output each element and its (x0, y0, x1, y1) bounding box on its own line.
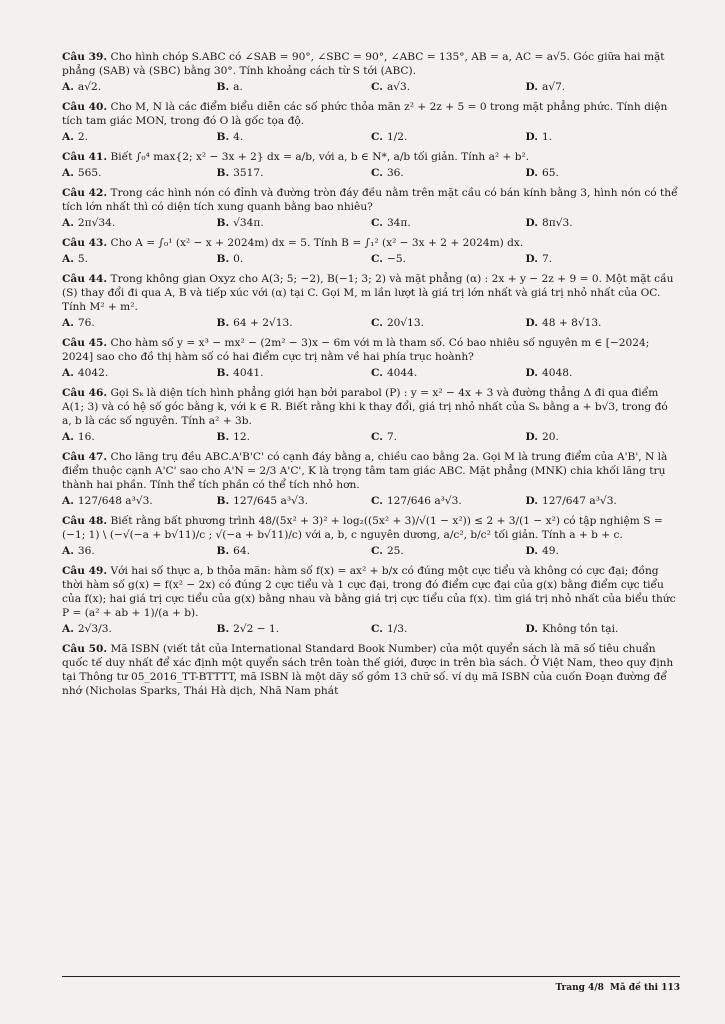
answer-options (62, 80, 680, 94)
option-letter: C. (371, 131, 383, 143)
answer-option (62, 430, 217, 444)
option-value: 48 + 8√13. (542, 317, 602, 329)
option-letter: A. (62, 253, 74, 265)
answer-options (62, 252, 680, 266)
answer-option (526, 430, 681, 444)
option-value: 36. (77, 545, 95, 557)
question-45 (62, 336, 680, 380)
question-stem (62, 386, 680, 428)
question-text: Mã ISBN (viết tắt của International Standard Book Number) của một quyển sách là mã số tiêu chuẩn quốc tế duy nhất để xác định một quyển sách trên toàn thế giới, được in trên bìa sách. Ở Việt Nam, theo quy định tại Thông tư 05_2016_TT-BTTTT, mã ISBN là một dãy số gồm 13 chữ số. ví dụ mã ISBN của cuốn Đoạn đường để nhớ (Nicholas Sparks, Thái Hà dịch, Nhã Nam phát (62, 643, 674, 697)
option-value: 64 + 2√13. (233, 317, 293, 329)
option-letter: C. (371, 167, 383, 179)
question-text: Biết ∫₀⁴ max{2; x² − 3x + 2} dx = a/b, với a, b ∈ N*, a/b tối giản. Tính a² + b². (110, 151, 530, 163)
question-label: Câu 46. (62, 387, 108, 399)
option-letter: C. (371, 317, 383, 329)
question-stem (62, 236, 680, 250)
answer-option (371, 366, 526, 380)
answer-option (526, 366, 681, 380)
question-stem (62, 564, 680, 620)
answer-option (217, 216, 372, 230)
option-letter: A. (62, 495, 74, 507)
question-50 (62, 642, 680, 698)
option-value: 12. (233, 431, 251, 443)
option-value: 2π√34. (77, 217, 116, 229)
question-43 (62, 236, 680, 266)
option-letter: A. (62, 367, 74, 379)
answer-options (62, 494, 680, 508)
option-letter: D. (525, 545, 538, 557)
option-value: 20. (542, 431, 559, 443)
question-label: Câu 45. (62, 337, 108, 349)
answer-option (526, 252, 681, 266)
question-stem (62, 186, 680, 214)
option-letter: A. (62, 431, 74, 443)
option-letter: D. (525, 81, 538, 93)
answer-option (217, 366, 372, 380)
option-value: 7. (542, 253, 553, 265)
answer-options (62, 166, 680, 180)
option-value: 1/3. (386, 623, 408, 635)
option-value: 1/2. (386, 131, 408, 143)
question-text: Biết rằng bất phương trình 48/(5x² + 3)² + log₂((5x² + 3)/√(1 − x²)) ≤ 2 + 3/(1 − x²) có tập nghiệm S = (−1; 1) \ (−√(−a + b√11)/c ; √(−a + b√11)/c) với a, b, c nguyên dương, a/c², b/c² tối giản. Tính a + b + c. (62, 515, 663, 541)
footer-divider (62, 976, 680, 977)
option-letter: D. (525, 253, 538, 265)
option-value: 4. (233, 131, 244, 143)
answer-options (62, 316, 680, 330)
question-text: Cho A = ∫₀¹ (x² − x + 2024m) dx = 5. Tính B = ∫₁² (x² − 3x + 2 + 2024m) dx. (110, 237, 524, 249)
answer-option (62, 166, 217, 180)
option-letter: C. (371, 545, 383, 557)
option-letter: D. (525, 623, 538, 635)
option-letter: D. (525, 367, 538, 379)
answer-options (62, 216, 680, 230)
option-letter: C. (371, 253, 383, 265)
option-letter: C. (371, 623, 383, 635)
answer-option (62, 622, 217, 636)
option-value: 565. (77, 167, 102, 179)
answer-option (526, 80, 681, 94)
option-value: √34π. (233, 217, 264, 229)
question-label: Câu 44. (62, 273, 108, 285)
option-value: 4044. (386, 367, 418, 379)
option-letter: B. (216, 167, 230, 179)
option-value: 4041. (233, 367, 264, 379)
question-label: Câu 47. (62, 451, 108, 463)
question-stem (62, 150, 680, 164)
answer-option (217, 130, 372, 144)
option-value: 16. (77, 431, 95, 443)
page-footer (555, 983, 680, 993)
option-value: 36. (386, 167, 404, 179)
option-letter: B. (216, 545, 230, 557)
option-letter: D. (525, 167, 538, 179)
answer-options (62, 366, 680, 380)
option-value: 7. (386, 431, 398, 443)
question-40 (62, 100, 680, 144)
option-letter: D. (525, 217, 538, 229)
question-text: Trong không gian Oxyz cho A(3; 5; −2), B(−1; 3; 2) và mặt phẳng (α) : 2x + y − 2z + 9 = 0. Một mặt cầu (S) thay đổi đi qua A, B và tiếp xúc với (α) tại C. Gọi M, m lần lượt là giá trị lớn nhất và giá trị nhỏ nhất của OC. Tính M² + m². (62, 273, 674, 313)
answer-option (217, 252, 372, 266)
question-label: Câu 42. (62, 187, 108, 199)
answer-option (217, 80, 372, 94)
answer-options (62, 130, 680, 144)
option-value: a√2. (77, 81, 102, 93)
option-value: 34π. (386, 217, 411, 229)
question-text: Gọi Sₖ là diện tích hình phẳng giới hạn bởi parabol (P) : y = x² − 4x + 3 và đường thẳng Δ đi qua điểm A(1; 3) và có hệ số góc bằng k, với k ∈ R. Biết rằng khi k thay đổi, giá trị nhỏ nhất của Sₖ bằng a + b√3, trong đó a, b là các số nguyên. Tính a² + 3b. (62, 387, 668, 427)
answer-option (526, 544, 681, 558)
option-letter: B. (216, 131, 230, 143)
answer-option (217, 316, 372, 330)
question-label: Câu 43. (62, 237, 108, 249)
exam-page (62, 50, 680, 704)
option-value: 20√13. (386, 317, 425, 329)
answer-option (62, 366, 217, 380)
option-value: 4048. (542, 367, 573, 379)
answer-option (526, 622, 681, 636)
option-value: 76. (77, 317, 95, 329)
answer-options (62, 544, 680, 558)
option-value: 3517. (233, 167, 264, 179)
question-39 (62, 50, 680, 94)
question-41 (62, 150, 680, 180)
answer-option (371, 130, 526, 144)
option-letter: C. (371, 431, 383, 443)
option-value: 127/648 a³√3. (77, 495, 153, 507)
answer-option (62, 494, 217, 508)
option-letter: C. (371, 495, 383, 507)
answer-option (62, 252, 217, 266)
option-letter: A. (62, 217, 74, 229)
option-letter: A. (62, 131, 74, 143)
option-value: 5. (77, 253, 89, 265)
option-value: a√3. (386, 81, 411, 93)
question-stem (62, 336, 680, 364)
option-letter: D. (525, 495, 538, 507)
answer-option (526, 316, 681, 330)
option-value: 49. (542, 545, 559, 557)
option-letter: B. (216, 317, 230, 329)
option-value: 4042. (77, 367, 109, 379)
option-value: 2√2 − 1. (233, 623, 280, 635)
option-letter: C. (371, 217, 383, 229)
option-letter: B. (216, 81, 230, 93)
option-value: 25. (386, 545, 404, 557)
option-letter: B. (216, 431, 230, 443)
option-letter: B. (216, 253, 230, 265)
question-49 (62, 564, 680, 636)
question-stem (62, 450, 680, 492)
question-44 (62, 272, 680, 330)
answer-option (217, 166, 372, 180)
option-value: a. (233, 81, 243, 93)
question-label: Câu 39. (62, 51, 108, 63)
answer-option (526, 216, 681, 230)
question-text: Cho M, N là các điểm biểu diễn các số phức thỏa mãn z² + 2z + 5 = 0 trong mặt phẳng phức. Tính diện tích tam giác MON, trong đó O là gốc tọa độ. (62, 101, 668, 127)
question-label: Câu 50. (62, 643, 108, 655)
answer-option (62, 544, 217, 558)
option-value: 64. (233, 545, 251, 557)
option-letter: C. (371, 81, 383, 93)
answer-option (371, 216, 526, 230)
question-label: Câu 49. (62, 565, 108, 577)
answer-option (371, 544, 526, 558)
answer-option (217, 494, 372, 508)
option-letter: B. (216, 623, 230, 635)
question-48 (62, 514, 680, 558)
option-value: 127/646 a³√3. (386, 495, 462, 507)
answer-option (217, 544, 372, 558)
question-label: Câu 41. (62, 151, 108, 163)
question-text: Cho hình chóp S.ABC có ∠SAB = 90°, ∠SBC = 90°, ∠ABC = 135°, AB = a, AC = a√5. Góc giữa hai mặt phẳng (SAB) và (SBC) bằng 30°. Tính khoảng cách từ S tới (ABC). (62, 51, 665, 77)
answer-option (62, 130, 217, 144)
question-text: Cho hàm số y = x³ − mx² − (2m² − 3)x − 6m với m là tham số. Có bao nhiêu số nguyên m ∈ [−2024; 2024] sao cho đồ thị hàm số có hai điểm cực trị nằm về hai phía trục hoành? (62, 337, 650, 363)
page-number: Trang 4/8 (555, 983, 604, 993)
answer-option (217, 430, 372, 444)
question-42 (62, 186, 680, 230)
answer-option (371, 622, 526, 636)
option-letter: B. (216, 217, 230, 229)
question-text: Cho lăng trụ đều ABC.A'B'C' có cạnh đáy bằng a, chiều cao bằng 2a. Gọi M là trung điểm của A'B', N là điểm thuộc cạnh A'C' sao cho A'N = 2/3 A'C', K là trọng tâm tam giác ABC. Mặt phẳng (MNK) chia khối lăng trụ thành hai phần. Tính thể tích phần có thể tích nhỏ hơn. (62, 451, 668, 491)
option-letter: A. (62, 545, 74, 557)
exam-code: Mã đề thi 113 (609, 983, 680, 993)
option-letter: D. (525, 431, 538, 443)
answer-option (371, 316, 526, 330)
option-letter: A. (62, 81, 74, 93)
question-47 (62, 450, 680, 508)
option-value: Không tồn tại. (542, 623, 619, 635)
answer-option (371, 80, 526, 94)
option-value: −5. (386, 253, 406, 265)
question-stem (62, 100, 680, 128)
question-stem (62, 514, 680, 542)
option-letter: B. (216, 495, 230, 507)
question-46 (62, 386, 680, 444)
option-value: 1. (542, 131, 553, 143)
answer-option (62, 216, 217, 230)
answer-option (371, 252, 526, 266)
answer-option (62, 80, 217, 94)
question-stem (62, 50, 680, 78)
answer-option (371, 166, 526, 180)
answer-option (526, 166, 681, 180)
answer-option (371, 494, 526, 508)
option-value: 127/645 a³√3. (233, 495, 308, 507)
option-value: 65. (542, 167, 559, 179)
option-value: 2. (77, 131, 89, 143)
answer-option (62, 316, 217, 330)
option-letter: A. (62, 167, 74, 179)
option-value: a√7. (542, 81, 566, 93)
question-label: Câu 48. (62, 515, 108, 527)
option-value: 2√3/3. (77, 623, 112, 635)
option-letter: D. (525, 317, 538, 329)
question-text: Với hai số thực a, b thỏa mãn: hàm số f(x) = ax² + b/x có đúng một cực tiểu và không có cực đại; đồng thời hàm số g(x) = f(x² − 2x) có đúng 2 cực tiểu và 1 cực đại, trong đó điểm cực đại của g(x) bằng điểm cực tiểu của f(x); hai giá trị cực tiểu của g(x) bằng nhau và bằng giá trị cực tiểu của f(x). tìm giá trị nhỏ nhất của biểu thức P = (a² + ab + 1)/(a + b). (62, 565, 676, 619)
question-text: Trong các hình nón có đỉnh và đường tròn đáy đều nằm trên mặt cầu có bán kính bằng 3, hình nón có thể tích lớn nhất thì có diện tích xung quanh bằng bao nhiêu? (62, 187, 678, 213)
answer-options (62, 622, 680, 636)
option-value: 127/647 a³√3. (542, 495, 617, 507)
option-value: 8π√3. (542, 217, 573, 229)
question-stem (62, 272, 680, 314)
option-letter: C. (371, 367, 383, 379)
question-label: Câu 40. (62, 101, 108, 113)
answer-option (526, 494, 681, 508)
answer-option (217, 622, 372, 636)
option-letter: A. (62, 623, 74, 635)
option-letter: B. (216, 367, 230, 379)
option-letter: D. (525, 131, 538, 143)
answer-option (371, 430, 526, 444)
question-stem (62, 642, 680, 698)
option-value: 0. (233, 253, 244, 265)
answer-options (62, 430, 680, 444)
option-letter: A. (62, 317, 74, 329)
answer-option (526, 130, 681, 144)
